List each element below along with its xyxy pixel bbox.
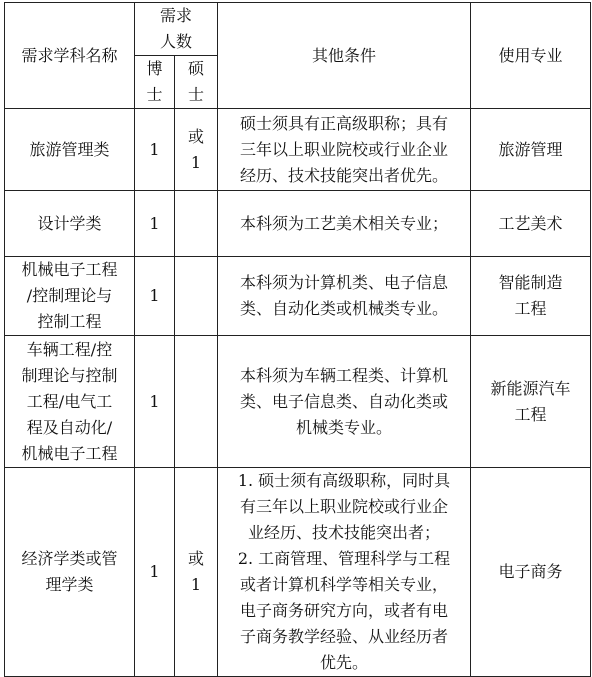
phd-count-cell: 1 <box>135 191 175 257</box>
subject-line: 机械电子工程 <box>21 443 118 463</box>
header-master <box>175 56 218 109</box>
major-line: 工程 <box>514 299 547 318</box>
condition-line: 1. 硕士须有高级职称，同时具 <box>237 471 451 490</box>
master-line: 1 <box>190 152 202 172</box>
subject-line: /控制理论与 <box>26 286 113 305</box>
header-phd <box>135 56 175 109</box>
major-cell <box>471 109 591 191</box>
major-cell <box>471 191 591 257</box>
condition-line: 硕士须具有正高级职称；具有 <box>240 113 449 133</box>
subject-line: 工程/电气工 <box>26 391 113 411</box>
major-line: 旅游管理 <box>498 139 563 159</box>
condition-line: 子商务教学经验、从业经历者 <box>240 627 449 646</box>
condition-line: 经历、技术技能突出者优先。 <box>240 165 449 185</box>
major-cell <box>471 336 591 468</box>
major-line: 新能源汽车 <box>490 378 571 398</box>
phd-count-cell: 1 <box>135 336 175 468</box>
master-count-cell <box>175 257 218 336</box>
major-cell <box>471 257 591 336</box>
condition-cell <box>218 191 471 257</box>
subject-line: 车辆工程/控 <box>26 339 113 359</box>
phd-count-cell: 1 <box>135 257 175 336</box>
condition-line: 三年以上职业院校或行业企业 <box>240 139 449 159</box>
condition-line: 类、电子信息类、自动化类或 <box>240 391 449 411</box>
subject-line: 制理论与控制 <box>21 365 118 385</box>
master-line: 1 <box>190 575 202 594</box>
subject-cell <box>5 191 135 257</box>
master-count-cell <box>175 336 218 468</box>
subject-line: 理学类 <box>45 575 94 594</box>
subject-line: 旅游管理类 <box>29 139 110 159</box>
master-count-cell <box>175 109 218 191</box>
subject-line: 控制工程 <box>37 312 102 331</box>
table-row <box>5 257 591 336</box>
recruitment-table <box>4 2 591 677</box>
header-phd-line: 博 <box>146 59 163 78</box>
condition-line: 业经历、技术技能突出者； <box>248 523 441 542</box>
master-count-cell <box>175 468 218 677</box>
header-phd-line: 士 <box>146 85 163 104</box>
subject-line: 经济学类或管 <box>21 549 118 568</box>
header-conditions: 其他条件 <box>218 3 471 109</box>
condition-cell <box>218 336 471 468</box>
condition-cell <box>218 109 471 191</box>
header-master-line: 士 <box>188 85 205 104</box>
header-demand-line: 人数 <box>160 32 193 51</box>
subject-cell <box>5 468 135 677</box>
phd-count-cell: 1 <box>135 468 175 677</box>
master-line: 或 <box>188 549 205 568</box>
table-row <box>5 468 591 677</box>
condition-line: 本科须为计算机类、电子信息 <box>240 273 449 292</box>
condition-line: 本科须为工艺美术相关专业； <box>240 213 449 233</box>
major-line: 工艺美术 <box>498 213 563 233</box>
condition-line: 本科须为车辆工程类、计算机 <box>240 365 449 385</box>
subject-cell <box>5 109 135 191</box>
table-row <box>5 336 591 468</box>
condition-line: 电子商务研究方向，或者有电 <box>240 601 449 620</box>
master-line: 或 <box>188 126 205 146</box>
condition-line: 机械类专业。 <box>296 417 393 437</box>
condition-line: 2. 工商管理、管理科学与工程 <box>237 549 451 568</box>
header-master-line: 硕 <box>188 59 205 78</box>
major-line: 智能制造 <box>498 273 563 292</box>
master-count-cell <box>175 191 218 257</box>
subject-line: 设计学类 <box>37 213 102 233</box>
subject-cell <box>5 257 135 336</box>
major-line: 工程 <box>514 404 547 424</box>
condition-line: 类、自动化类或机械类专业。 <box>240 299 449 318</box>
subject-cell <box>5 336 135 468</box>
major-cell <box>471 468 591 677</box>
condition-line: 或者计算机科学等相关专业， <box>240 575 449 594</box>
phd-count-cell: 1 <box>135 109 175 191</box>
header-subject: 需求学科名称 <box>5 3 135 109</box>
table-row <box>5 191 591 257</box>
major-line: 电子商务 <box>498 562 563 581</box>
condition-line: 有三年以上职业院校或行业企 <box>240 497 449 516</box>
header-demand <box>135 3 218 56</box>
table-body <box>5 109 591 677</box>
subject-line: 机械电子工程 <box>21 260 118 279</box>
condition-cell <box>218 468 471 677</box>
header-major: 使用专业 <box>471 3 591 109</box>
header-demand-line: 需求 <box>160 6 193 25</box>
subject-line: 程及自动化/ <box>26 417 113 437</box>
condition-line: 优先。 <box>320 653 369 672</box>
condition-cell <box>218 257 471 336</box>
table-row <box>5 109 591 191</box>
